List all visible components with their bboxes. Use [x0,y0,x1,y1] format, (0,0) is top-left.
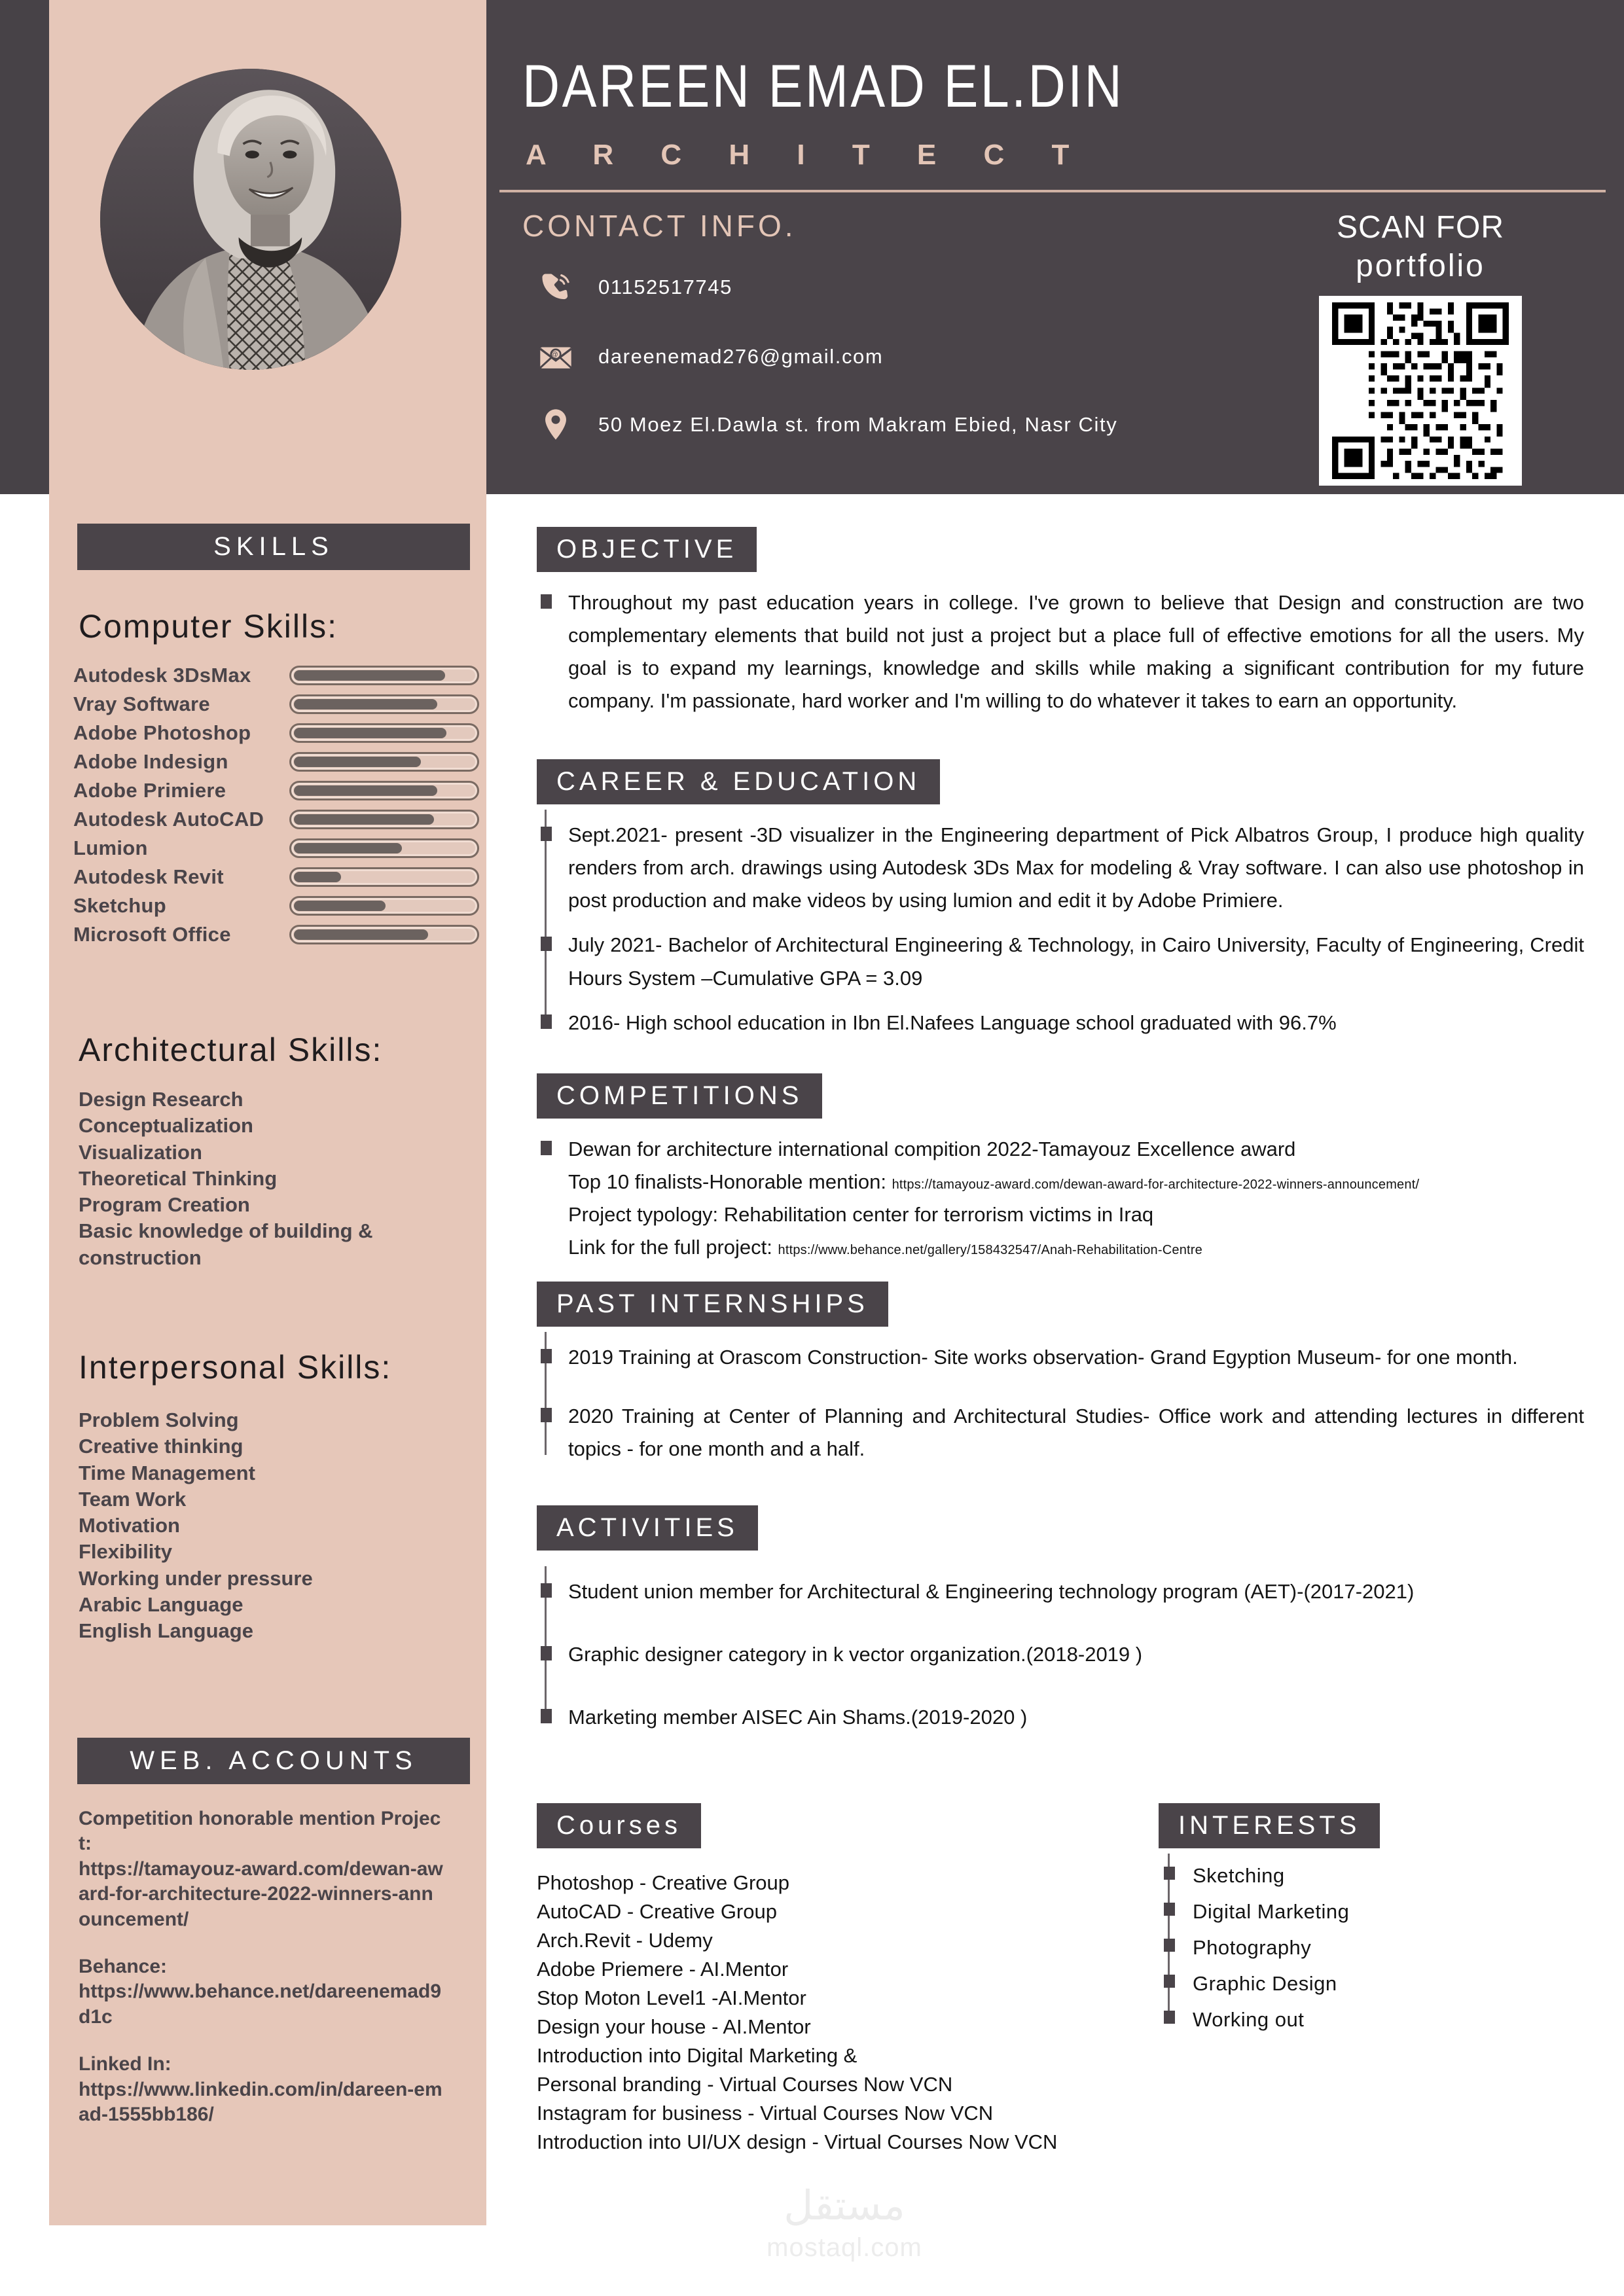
computer-skill-bar [289,896,479,916]
list-item: Team Work [79,1487,187,1511]
web-accounts-body [79,1806,445,2127]
skills-section-header [77,524,470,570]
objective-title: OBJECTIVE [537,527,757,572]
interpersonal-skills-list [79,1407,471,1645]
computer-skill-label: Adobe Primiere [73,779,226,802]
interests-title: INTERESTS [1159,1803,1380,1848]
computer-skill-bar [289,694,479,714]
job-role: A R C H I T E C T [526,139,1089,171]
list-item: Design Research [79,1088,244,1111]
phone-number: 01152517745 [598,276,732,298]
activities-title: ACTIVITIES [537,1505,758,1551]
timeline-entry [568,1341,1584,1374]
computer-skill-label: Microsoft Office [73,923,231,946]
interest-item: Graphic Design [1193,1973,1525,1994]
internships-title: PAST INTERNSHIPS [537,1282,888,1327]
course-item: Arch.Revit - Udemy [537,1929,713,1952]
career-timeline [545,810,547,1029]
computer-skill-bar-fill [294,872,341,882]
timeline-entry-text: Graphic designer category in k vector organization.(2018-2019 ) [568,1643,1143,1666]
computer-skill-row [73,805,479,834]
courses-section [537,1803,1100,1848]
list-item: Time Management [79,1461,255,1484]
computer-skill-bar-fill [294,728,446,738]
computer-skill-bar-fill [294,757,421,767]
timeline-entry-text: July 2021- Bachelor of Architectural Engineering & Technology, in Cairo University, Faculty of Engineering, Credit Hours System –Cumulative GPA = 3.09 [568,933,1584,990]
competition-line3: Project typology: Rehabilitation center for terrorism victims in Iraq [568,1203,1154,1227]
interest-item: Digital Marketing [1193,1901,1525,1922]
qr-code[interactable] [1319,296,1522,486]
computer-skill-row [73,891,479,920]
list-item: Basic knowledge of building & construction [79,1219,373,1269]
interest-item: Sketching [1193,1865,1525,1886]
svg-text:@: @ [550,351,561,359]
contact-info-title: CONTACT INFO. [522,209,797,243]
course-item: Introduction into Digital Marketing & [537,2044,857,2068]
scan-portfolio-block [1283,209,1558,486]
list-item: Conceptualization [79,1114,253,1138]
computer-skill-bar-fill [294,843,402,853]
computer-skill-bar [289,723,479,743]
competition-line1: Dewan for architecture international compition 2022-Tamayouz Excellence award [568,1137,1296,1160]
computer-skills-list [73,661,479,949]
timeline-entry-text: 2016- High school education in Ibn El.Nafees Language school graduated with 96.7% [568,1011,1337,1034]
watermark [720,2183,969,2263]
timeline-entry [568,819,1584,918]
competition-line4-url[interactable]: https://www.behance.net/gallery/158432547/Anah-Rehabilitation-Centre [778,1243,1202,1258]
timeline-entry-text: 2020 Training at Center of Planning and Architectural Studies- Office work and attending lectures in different topics - for one month and a half. [568,1405,1584,1461]
course-item: Instagram for business - Virtual Courses Now VCN [537,2102,994,2125]
linkedin-label: Linked In: [79,2053,171,2075]
list-item: Arabic Language [79,1593,244,1617]
computer-skill-bar-fill [294,901,386,911]
competition-url[interactable]: https://tamayouz-award.com/dewan-award-for-architecture-2022-winners-announcement/ [79,1857,443,1930]
behance-url[interactable]: https://www.behance.net/dareenemad9d1c [79,1981,442,2028]
list-item: Theoretical Thinking [79,1166,278,1190]
computer-skill-row [73,776,479,805]
header-divider [499,190,1606,192]
list-item: Working under pressure [79,1566,313,1590]
list-item: Visualization [79,1140,202,1164]
profile-photo [100,69,401,370]
timeline-entry-text: Marketing member AISEC Ain Shams.(2019-2020 ) [568,1706,1028,1729]
interests-section [1159,1803,1525,2045]
course-item: Design your house - AI.Mentor [537,2015,811,2039]
internships-section [537,1282,1584,1492]
behance-label: Behance: [79,1955,168,1977]
competition-line4-label: Link for the full project: [568,1236,772,1259]
email-icon [537,338,575,376]
competitions-section [537,1073,1584,1276]
computer-skill-label: Autodesk 3DsMax [73,664,251,687]
computer-skill-bar-fill [294,814,434,825]
computer-skill-row [73,863,479,891]
computer-skill-bar-fill [294,785,437,796]
timeline-entry [568,1638,1519,1671]
competition-line2-label: Top 10 finalists-Honorable mention: [568,1170,886,1194]
computer-skill-bar [289,666,479,685]
interpersonal-skills-heading: Interpersonal Skills: [79,1349,392,1386]
computer-skill-bar [289,781,479,800]
course-item: Personal branding - Virtual Courses Now VCN [537,2073,953,2096]
course-item: Stop Moton Level1 -AI.Mentor [537,1986,806,2010]
list-item: Program Creation [79,1193,250,1217]
computer-skill-bar [289,752,479,772]
computer-skill-row [73,747,479,776]
computer-skill-bar-fill [294,670,445,681]
objective-section [537,527,1584,730]
timeline-entry-text: 2019 Training at Orascom Construction- Site works observation- Grand Egyption Museum- for one month. [568,1345,1518,1369]
computer-skill-label: Sketchup [73,894,166,917]
competitions-title: COMPETITIONS [537,1073,822,1119]
competition-line2 [568,1166,1584,1198]
computer-skill-label: Lumion [73,836,148,859]
timeline-entry [568,1400,1584,1465]
web-accounts-section-header [77,1738,470,1784]
contact-email-row [537,338,883,376]
timeline-entry [568,929,1584,994]
contact-phone-row [537,268,732,306]
computer-skill-bar [289,925,479,944]
career-section [537,759,1584,1051]
architectural-skills-heading: Architectural Skills: [79,1031,383,1068]
address-text: 50 Moez El.Dawla st. from Makram Ebied, Nasr City [598,413,1118,436]
competition-entry [568,1133,1584,1265]
computer-skill-bar-fill [294,929,428,940]
course-item: Introduction into UI/UX design - Virtual Courses Now VCN [537,2130,1058,2154]
objective-item [568,586,1584,718]
computer-skill-label: Adobe Indesign [73,750,228,773]
list-item: Motivation [79,1514,180,1537]
skills-title: SKILLS [77,524,470,570]
computer-skill-bar [289,810,479,829]
computer-skill-label: Vray Software [73,692,210,715]
timeline-entry [568,1007,1584,1039]
interest-item: Photography [1193,1937,1525,1958]
career-title: CAREER & EDUCATION [537,759,940,804]
competition-line4 [568,1231,1584,1264]
linkedin-url[interactable]: https://www.linkedin.com/in/dareen-emad-1555bb186/ [79,2078,442,2125]
watermark-arabic: مستقل [784,2183,905,2229]
email-address: dareenemad276@gmail.com [598,345,884,368]
phone-icon [537,268,575,306]
contact-address-row [537,406,1117,444]
competition-line2-url[interactable]: https://tamayouz-award.com/dewan-award-for-architecture-2022-winners-announcement/ [892,1177,1420,1193]
computer-skill-row [73,920,479,949]
computer-skill-bar [289,838,479,858]
location-pin-icon [537,406,575,444]
course-item: Photoshop - Creative Group [537,1871,789,1894]
computer-skill-row [73,834,479,863]
computer-skill-label: Adobe Photoshop [73,721,251,744]
computer-skill-bar [289,867,479,887]
timeline-entry-text: Student union member for Architectural & Engineering technology program (AET)-(2017-2021) [568,1579,1415,1603]
header-left-strip [0,0,49,494]
interest-item: Working out [1193,2009,1525,2030]
page-title: DAREEN EMAD EL.DIN [522,53,1125,120]
computer-skill-row [73,690,479,719]
timeline-entry [568,1701,1519,1734]
timeline-entry [568,1575,1519,1608]
list-item: Creative thinking [79,1435,244,1458]
timeline-entry-text: Sept.2021- present -3D visualizer in the Engineering department of Pick Albatros Group, I produce high quality renders from arch. drawings using Autodesk 3Ds Max for modeling & Vray software. I can also use photoshop in post production and make videos by using lumion and edit it by Adobe Primiere. [568,823,1584,912]
courses-title: Courses [537,1803,701,1848]
list-item: Problem Solving [79,1408,239,1431]
objective-text: Throughout my past education years in college. I've grown to believe that Design and construction are two complementary elements that build not just a project but a place full of effective emotions for all the users. My goal is to expand my learnings, knowledge and skills while making a significant contribution for my future company. I'm passionate, hard worker and I'm willing to do whatever it takes to earn an opportunity. [568,590,1584,713]
web-accounts-title: WEB. ACCOUNTS [77,1738,470,1784]
courses-list [537,1869,1152,2157]
computer-skill-bar-fill [294,699,437,709]
computer-skill-label: Autodesk AutoCAD [73,808,264,831]
computer-skills-heading: Computer Skills: [79,608,338,645]
scan-label-line1: SCAN FOR [1336,210,1504,245]
computer-skill-row [73,719,479,747]
scan-label-line2: portfolio [1356,249,1485,283]
computer-skill-row [73,661,479,690]
course-item: AutoCAD - Creative Group [537,1900,777,1924]
activities-section [537,1505,1519,1764]
competition-label: Competition honorable mention Project: [79,1808,441,1855]
list-item: English Language [79,1619,253,1643]
course-item: Adobe Priemere - AI.Mentor [537,1958,789,1981]
computer-skill-label: Autodesk Revit [73,865,224,888]
list-item: Flexibility [79,1540,172,1564]
watermark-latin: mostaql.com [767,2233,922,2262]
architectural-skills-list [79,1086,471,1271]
